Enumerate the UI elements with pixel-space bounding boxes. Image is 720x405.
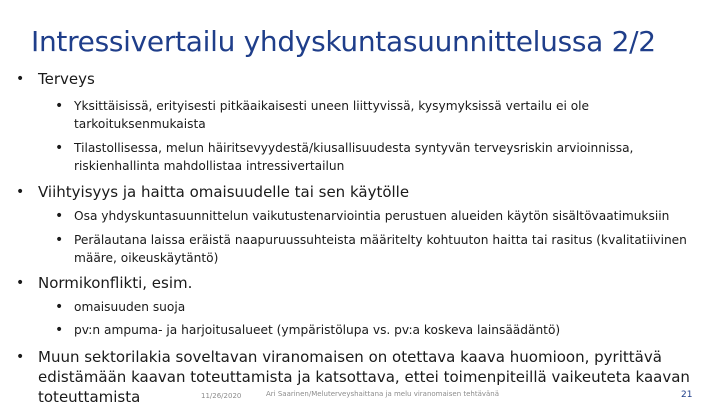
bullet-icon: • — [55, 232, 64, 248]
bullet-icon: • — [55, 299, 64, 315]
bullet-icon: • — [55, 208, 64, 224]
bullet-icon: • — [55, 140, 64, 156]
section-heading-terveys — [16, 69, 708, 89]
list-item — [55, 97, 714, 133]
list-item-text: Tilastollisessa, melun häiritsevyydestä/kiusallisuudesta syntyvän terveysriskin arvioinnissa, riskienhallinta mahdollistaa intressivertailun — [74, 141, 634, 173]
list-item-text: Yksittäisissä, erityisesti pitkäaikaisesti uneen liittyvissä, kysymyksissä vertailu ei ole tarkoituksenmukaista — [74, 99, 590, 131]
list-item-text: Perälautana laissa eräistä naapuruussuhteista määritelty kohtuuton haitta tai rasitus (kvalitatiivinen määre, oikeuskäytäntö) — [74, 233, 687, 265]
section-heading-viihtyisyys — [16, 182, 708, 202]
section-heading-text: Terveys — [38, 70, 95, 88]
footer-text: Ari Saarinen/Meluterveyshaittana ja melu viranomaisen tehtävänä — [266, 390, 500, 398]
list-item — [55, 139, 714, 175]
list-item — [55, 207, 714, 225]
list-item-text: omaisuuden suoja — [74, 300, 186, 314]
list-item — [55, 298, 714, 316]
bullet-icon: • — [55, 322, 64, 338]
slide-title: Intressivertailu yhdyskuntasuunnittelussa 2/2 — [31, 25, 656, 58]
bullet-icon: • — [16, 184, 25, 200]
list-item — [55, 321, 714, 339]
section-heading-text: Muun sektorilakia soveltavan viranomaisen on otettava kaava huomioon, pyrittävä edistämään kaavan toteuttamista ja katsottava, ettei toimenpiteillä vaikeuteta kaavan toteuttamista — [38, 348, 690, 405]
section-heading-text: Normikonflikti, esim. — [38, 274, 193, 292]
list-item — [55, 231, 714, 267]
bullet-icon: • — [16, 349, 25, 365]
bullet-icon: • — [16, 275, 25, 291]
section-heading-text: Viihtyisyys ja haitta omaisuudelle tai sen käytölle — [38, 183, 410, 201]
list-item-text: pv:n ampuma- ja harjoitusalueet (ympäristölupa vs. pv:a koskeva lainsäädäntö) — [74, 323, 561, 337]
list-item-text: Osa yhdyskuntasuunnittelun vaikutustenarviointia perustuen alueiden käytön sisältövaatimuksiin — [74, 209, 670, 223]
page-number: 21 — [681, 390, 693, 400]
bullet-icon: • — [55, 98, 64, 114]
bullet-icon: • — [16, 71, 25, 87]
section-heading-normikonflikti — [16, 273, 708, 293]
footer-date: 11/26/2020 — [201, 392, 242, 400]
